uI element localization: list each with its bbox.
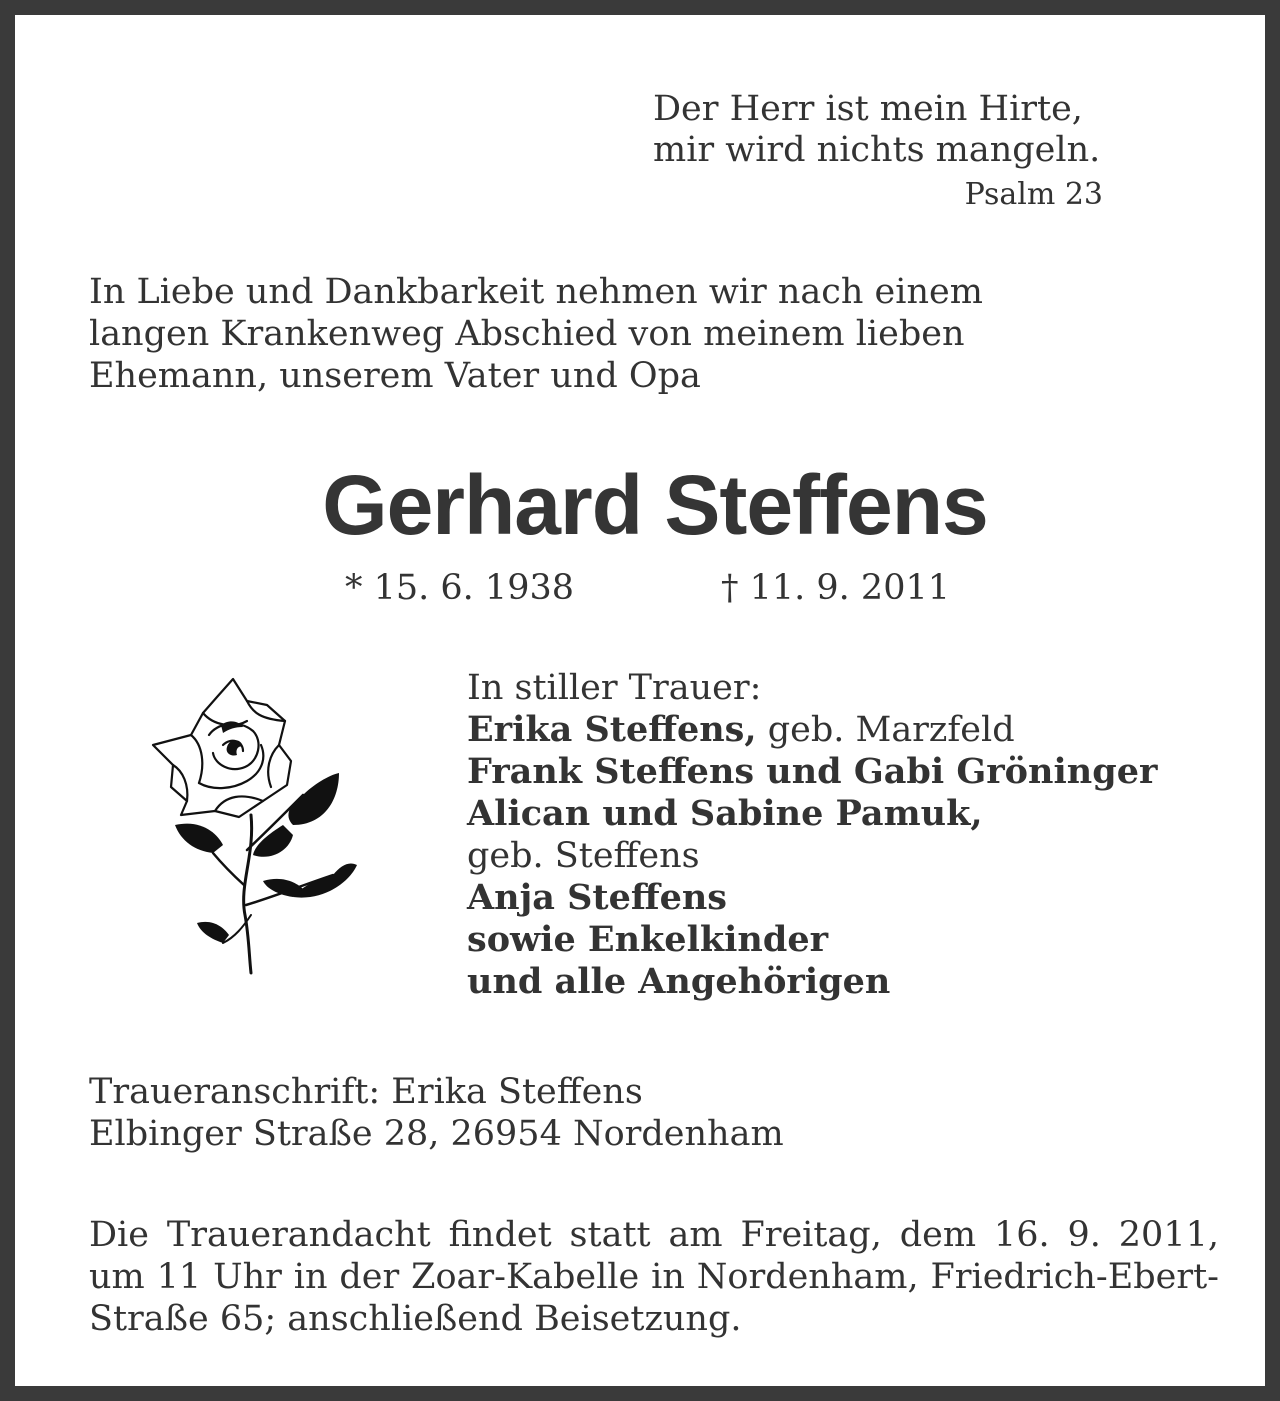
mourners-list — [467, 667, 1157, 1003]
rose-icon — [143, 675, 363, 975]
mourner-relatives: und alle Angehörigen — [467, 961, 891, 1002]
mourning-address — [89, 1071, 784, 1155]
address-line-2: Elbinger Straße 28, 26954 Nordenham — [89, 1114, 784, 1154]
mourner-erika — [467, 709, 1157, 751]
birth-date: * 15. 6. 1938 — [345, 568, 575, 608]
mourners-heading: In stiller Trauer: — [467, 668, 762, 708]
verse-source: Psalm 23 — [964, 177, 1103, 212]
intro-line-2: langen Krankenweg Abschied von meinem lieben — [89, 314, 965, 354]
intro-text — [89, 271, 983, 397]
address-line-1: Traueranschrift: Erika Steffens — [89, 1072, 643, 1112]
mourner-alican-nee: geb. Steffens — [467, 836, 700, 876]
intro-line-1: In Liebe und Dankbarkeit nehmen wir nach einem — [89, 272, 983, 312]
mourner-erika-name: Erika Steffens, — [467, 709, 757, 750]
mourner-anja: Anja Steffens — [467, 877, 727, 918]
service-notice: Die Trauerandacht findet statt am Freitag, dem 16. 9. 2011, um 11 Uhr in der Zoar-Kabelle in Nordenham, Friedrich-Ebert-Straße 65; anschließend Beisetzung. — [89, 1215, 1219, 1339]
mourner-frank: Frank Steffens und Gabi Gröninger — [467, 751, 1158, 792]
mourner-erika-nee: geb. Marzfeld — [756, 710, 1015, 750]
death-date: † 11. 9. 2011 — [721, 568, 951, 608]
verse-line-2: mir wird nichts mangeln. — [653, 130, 1101, 170]
verse-line-1: Der Herr ist mein Hirte, — [653, 89, 1083, 129]
intro-line-3: Ehemann, unserem Vater und Opa — [89, 356, 701, 396]
mourner-grandchildren: sowie Enkelkinder — [467, 919, 829, 960]
mourner-alican: Alican und Sabine Pamuk, — [467, 793, 983, 834]
deceased-name: Gerhard Steffens — [322, 458, 988, 552]
psalm-verse — [653, 89, 1100, 171]
